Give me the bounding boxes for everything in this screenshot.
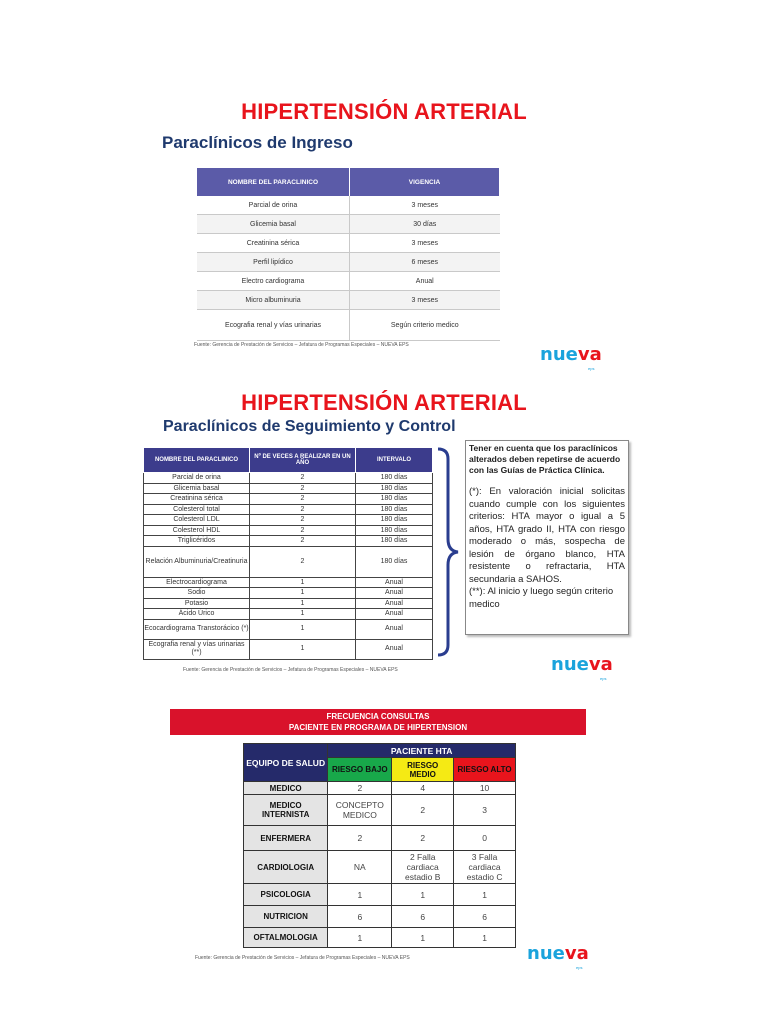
table-row [244,851,516,884]
cell: 180 días [356,525,433,536]
table-row [144,588,433,599]
nueva-eps-logo [540,344,602,365]
col-header-intervalo: INTERVALO [356,448,433,473]
cell: Colesterol total [144,504,250,515]
cell: Glicemia basal [197,215,350,234]
col-header-nombre: NOMBRE DEL PARACLINICO [144,448,250,473]
col-header-equipo: EQUIPO DE SALUD [244,744,328,782]
cell: 2 [250,536,356,547]
cell: Ecografia renal y vías urinarias [197,310,350,341]
cell: 1 [250,588,356,599]
table-row [144,483,433,494]
row-label: OFTALMOLOGIA [244,928,328,948]
note-heading: Tener en cuenta que los paraclínicos alterados deben repetirse de acuerdo con las Guías de Práctica Clínica. [469,443,621,475]
logo-text: nue [527,943,565,964]
cell: Según criterio medico [350,310,500,341]
logo-text: va [577,344,602,365]
table-row [144,525,433,536]
cell: Parcial de orina [144,473,250,484]
cell: Creatinina sérica [144,494,250,505]
brace-icon [434,447,462,657]
cell: 2 [250,515,356,526]
cell: 6 [328,906,392,928]
logo-sub: eps [600,676,607,681]
cell: 2 [328,826,392,851]
table-row [144,546,433,577]
table-row [144,515,433,526]
ingreso-table [197,168,500,341]
col-header-veces: Nº DE VECES A REALIZAR EN UN AÑO [250,448,356,473]
cell: 1 [454,928,516,948]
row-label: MEDICO INTERNISTA [244,795,328,826]
source-note: Fuente: Gerencia de Prestación de Servicios – Jefatura de Programas Especiales – NUEVA EPS [195,955,410,961]
logo-text: nue [540,344,578,365]
cell: Anual [356,639,433,659]
cell: 3 meses [350,234,500,253]
table-row [144,504,433,515]
logo-sub: eps [588,366,595,371]
cell: 1 [392,884,454,906]
table-row [197,310,500,341]
source-note: Fuente: Gerencia de Prestación de Servicios – Jefatura de Programas Especiales – NUEVA EPS [194,342,409,348]
cell: 180 días [356,546,433,577]
logo-sub: eps [576,965,583,970]
frecuencia-header [170,709,586,735]
cell: 2 [392,795,454,826]
row-label: CARDIOLOGIA [244,851,328,884]
cell: 10 [454,782,516,795]
cell: 2 [250,494,356,505]
section1-subtitle: Paraclínicos de Ingreso [162,133,353,152]
cell: 6 [454,906,516,928]
cell: 1 [250,598,356,609]
cell: Anual [356,598,433,609]
cell: Relación Albuminuria/Creatinuria [144,546,250,577]
cell: Anual [350,272,500,291]
cell: 2 [250,473,356,484]
cell: 6 [392,906,454,928]
table-row [197,291,500,310]
cell: Creatinina sérica [197,234,350,253]
row-label: MEDICO [244,782,328,795]
cell: Electrocardiograma [144,577,250,588]
band-line: FRECUENCIA CONSULTAS [326,712,430,721]
cell: 180 días [356,536,433,547]
cell: 30 días [350,215,500,234]
table-row [197,272,500,291]
table-row [244,782,516,795]
table-row [144,639,433,659]
table-row [144,536,433,547]
row-label: PSICOLOGIA [244,884,328,906]
cell: 1 [328,928,392,948]
cell: Potasio [144,598,250,609]
table-row [244,795,516,826]
band-line: PACIENTE EN PROGRAMA DE HIPERTENSION [288,723,468,732]
col-header-vigencia: VIGENCIA [350,168,500,196]
table-row [144,619,433,639]
cell: 2 [392,826,454,851]
cell: 180 días [356,504,433,515]
note-body: (**): Al inicio y luego según criterio medico [469,586,614,610]
cell: NA [328,851,392,884]
cell: 1 [328,884,392,906]
table-row [197,215,500,234]
table-row [144,473,433,484]
table-row [244,884,516,906]
cell: Sodio [144,588,250,599]
table-row [197,253,500,272]
table-row [144,609,433,620]
cell: 3 [454,795,516,826]
riesgo-medio: RIESGO MEDIO [392,758,454,782]
cell: 180 días [356,515,433,526]
cell: 180 días [356,483,433,494]
cell: 4 [392,782,454,795]
seguimiento-table [143,447,433,660]
cell: 3 Falla cardiaca estadio C [454,851,516,884]
col-header-nombre: NOMBRE DEL PARACLINICO [197,168,350,196]
cell: Ácido Úrico [144,609,250,620]
cell: Colesterol HDL [144,525,250,536]
row-label: NUTRICION [244,906,328,928]
cell: 1 [250,577,356,588]
table-row [244,928,516,948]
section2-title: HIPERTENSIÓN ARTERIAL [241,390,527,415]
cell: 2 [250,504,356,515]
cell: Anual [356,588,433,599]
cell: 2 [250,546,356,577]
table-row [144,577,433,588]
cell: 3 meses [350,196,500,215]
cell: Parcial de orina [197,196,350,215]
cell: Glicemia basal [144,483,250,494]
cell: 1 [454,884,516,906]
nueva-eps-logo [527,943,589,964]
cell: Anual [356,577,433,588]
cell: Triglicéridos [144,536,250,547]
cell: Perfil lipídico [197,253,350,272]
frecuencia-table [243,743,516,948]
cell: 1 [250,609,356,620]
cell: 180 días [356,473,433,484]
cell: 1 [250,639,356,659]
cell: 2 [250,525,356,536]
cell: 3 meses [350,291,500,310]
nueva-eps-logo [551,654,613,675]
table-row [144,494,433,505]
riesgo-bajo: RIESGO BAJO [328,758,392,782]
cell: 2 [250,483,356,494]
cell: Electro cardiograma [197,272,350,291]
cell: 180 días [356,494,433,505]
cell: 2 [328,782,392,795]
note-box [465,440,629,635]
cell: Anual [356,619,433,639]
cell: 1 [250,619,356,639]
section1-title: HIPERTENSIÓN ARTERIAL [241,99,527,124]
col-header-paciente: PACIENTE HTA [328,744,516,758]
table-row [197,234,500,253]
cell: Anual [356,609,433,620]
cell: 0 [454,826,516,851]
logo-text: va [564,943,589,964]
row-label: ENFERMERA [244,826,328,851]
table-row [244,906,516,928]
cell: 2 Falla cardiaca estadio B [392,851,454,884]
cell: Ecocardiograma Transtorácico (*) [144,619,250,639]
source-note: Fuente: Gerencia de Prestación de Servicios – Jefatura de Programas Especiales – NUEVA EPS [183,667,398,673]
cell: Ecografia renal y vías urinarias (**) [144,639,250,659]
cell: 1 [392,928,454,948]
cell: Colesterol LDL [144,515,250,526]
section2-subtitle: Paraclínicos de Seguimiento y Control [163,418,456,435]
table-row [144,598,433,609]
cell: Micro albuminuria [197,291,350,310]
logo-text: va [588,654,613,675]
table-row [244,826,516,851]
note-body: (*): En valoración inicial solicitas cuando cumple con los siguientes criterios: HTA mayor o igual a 5 años, HTA grado II, HTA con riesgo moderado o más, sospecha de lesión de órgano blanco, HTA resistente o refractaria, HTA secundaria a SAHOS. [469,486,625,585]
cell: 6 meses [350,253,500,272]
riesgo-alto: RIESGO ALTO [454,758,516,782]
table-row [197,196,500,215]
logo-text: nue [551,654,589,675]
cell: CONCEPTO MEDICO [328,795,392,826]
